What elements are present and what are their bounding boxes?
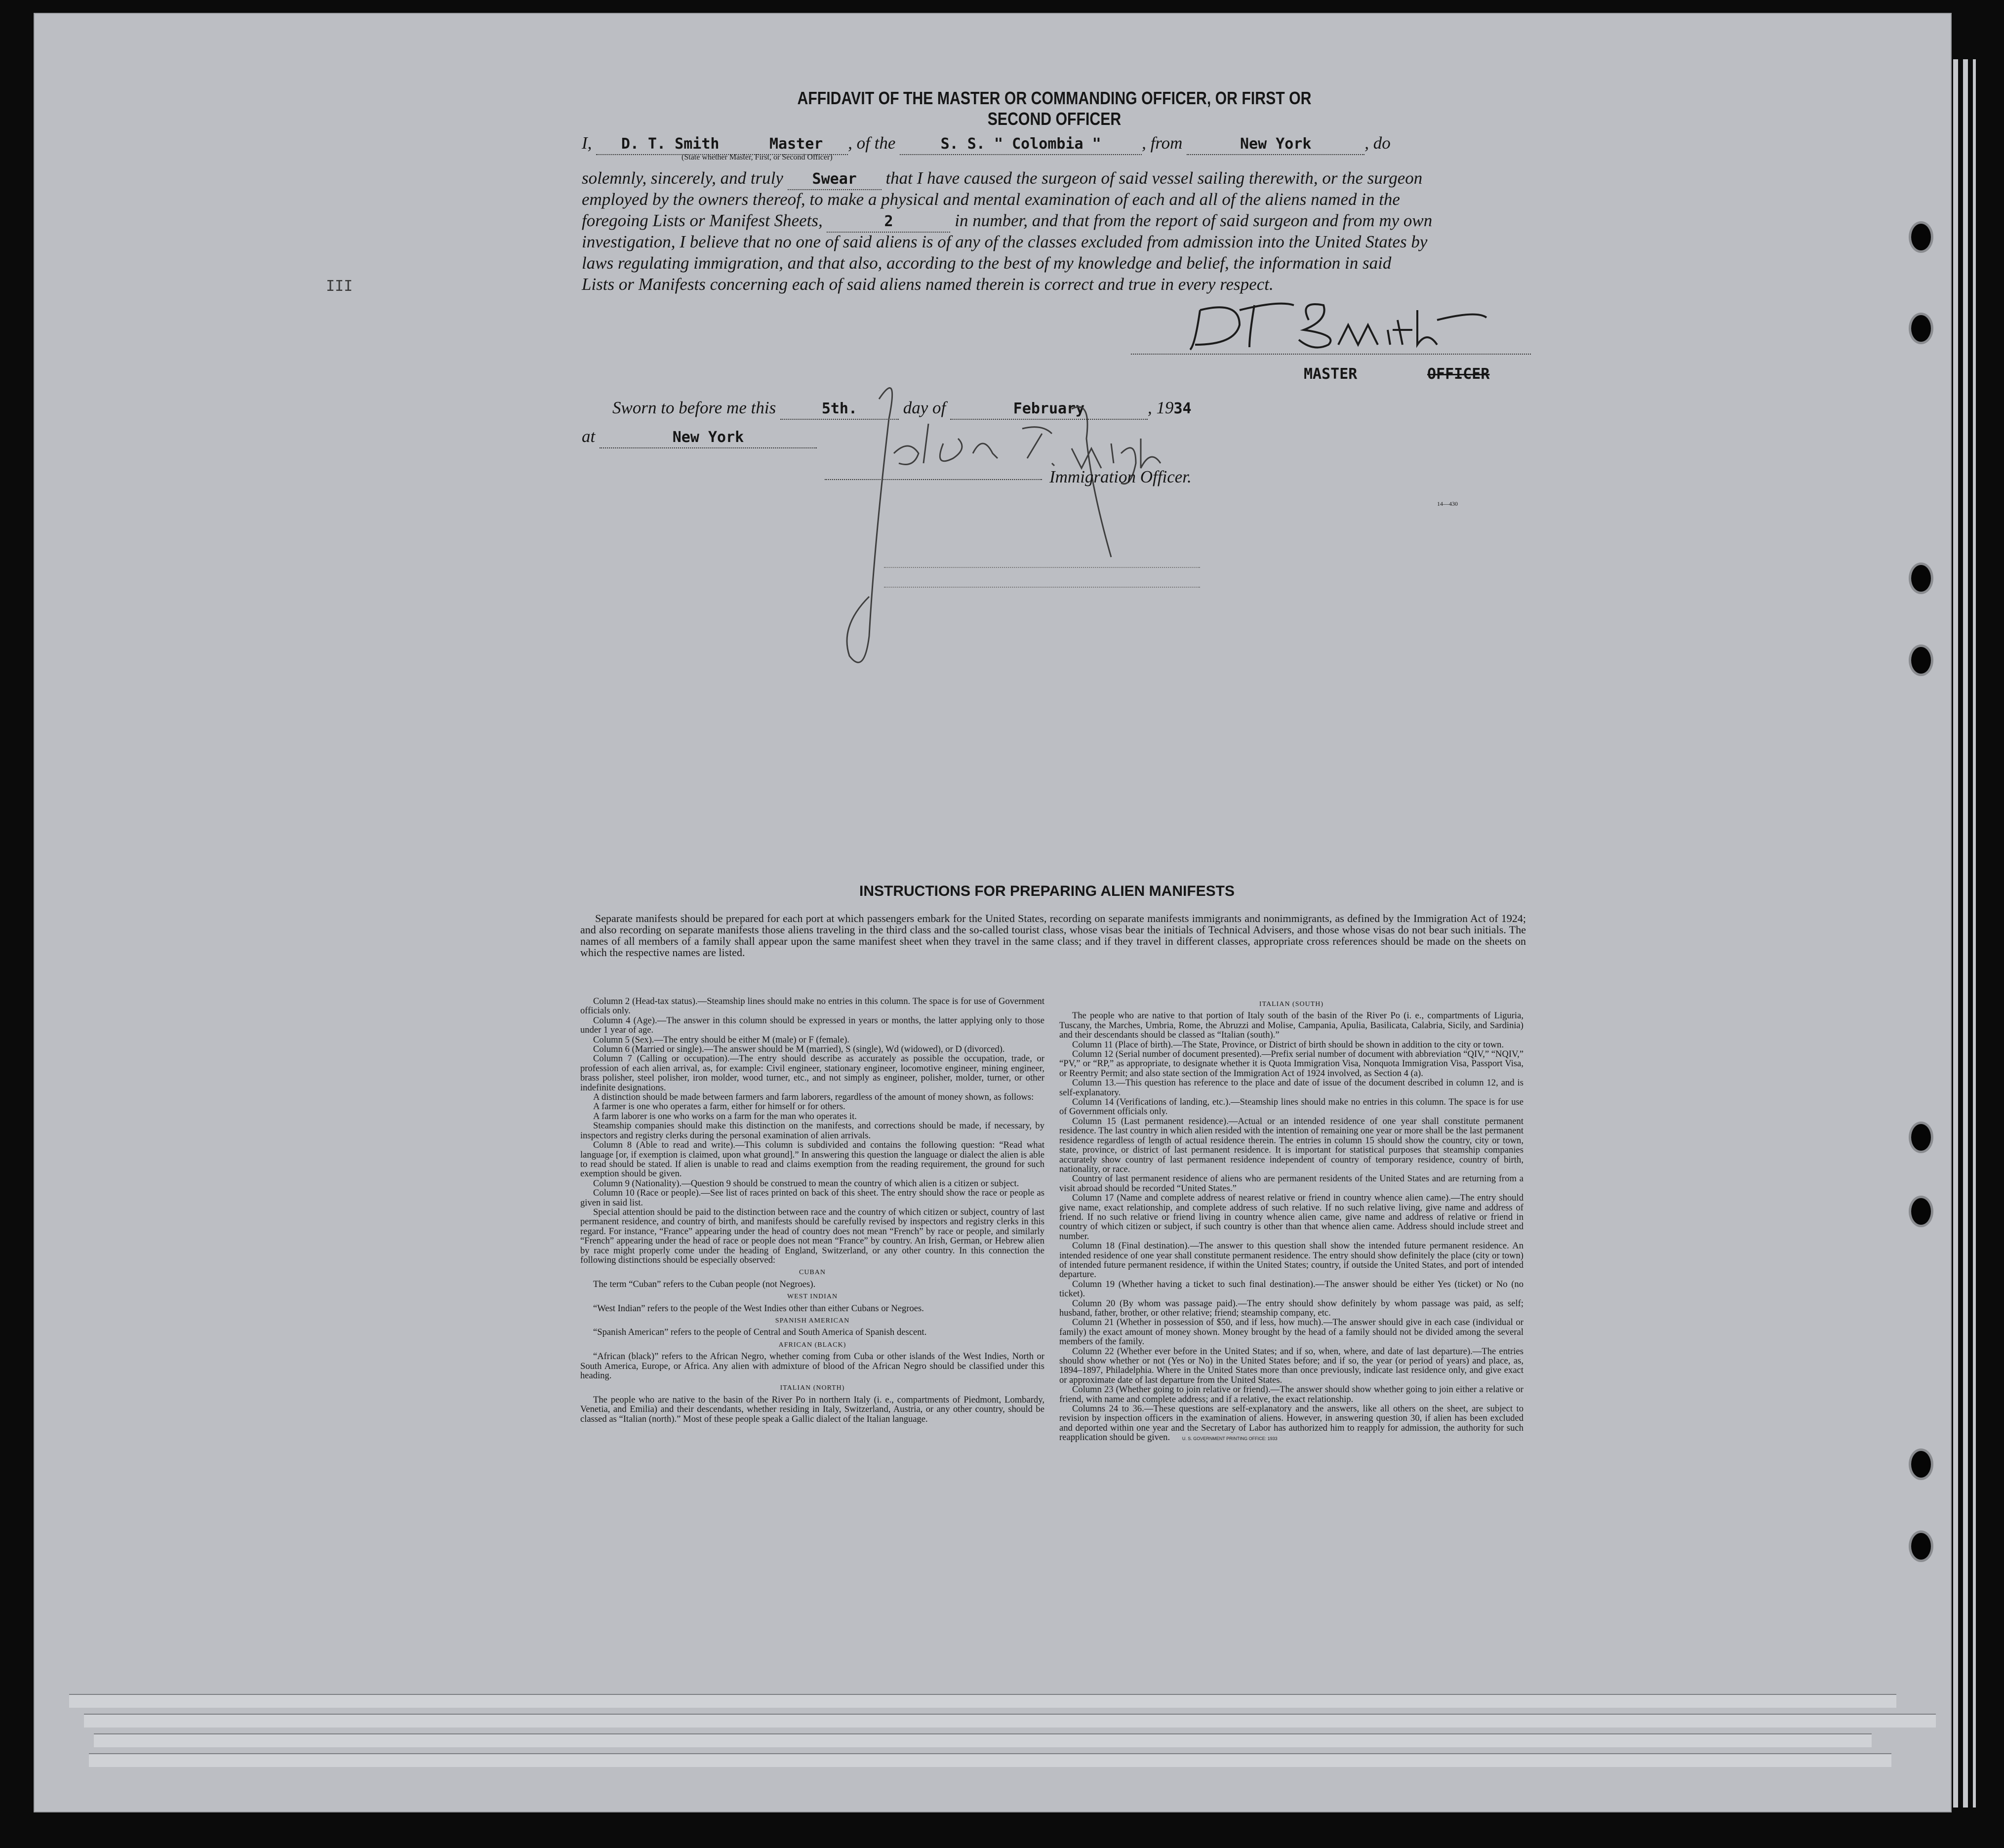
instruction-paragraph: The term “Cuban” refers to the Cuban people (not Negroes). [593,1279,816,1289]
affidavit-line-4: foregoing Lists or Manifest Sheets, 2 in number, and that from the report of said surgeon and from my own [582,211,1520,241]
instruction-paragraph: Column 12 (Serial number of document presented).—Prefix serial number of document with abbreviation “QIV,” “NQIV,” “PV,” or “RP,” as appropriate, to designate whether it is Quota Immigration Visa, Nonquota Immigration Visa, Passport Visa, or Reentry Permit; and also state section of the Immigration Act of 1924 involved, as Section 4 (a). [1059,1049,1523,1079]
section-heading-italian-north: ITALIAN (NORTH) [780,1384,845,1392]
instruction-paragraph: Column 15 (Last permanent residence).—Actual or an intended residence of one year shall constitute permanent residence. The last country in which alien resided with the intention of remaining one year or more shall be the last permanent residence regardless of length of actual residence therein. The entries in column 15 should show the country, city or town, state, province, or district of last permanent residence. It is important for statistical purposes that steamship companies accurately show country of last permanent residence independent of country of temporary residence, country of birth, nationality, or race. [1059,1116,1523,1174]
section-heading-african: AFRICAN (BLACK) [778,1341,846,1349]
instruction-paragraph: Column 18 (Final destination).—The answer to this question shall show the intended future permanent residence. An intended residence of one year shall constitute permanent residence. The entry should show definitely the place (city or town) of intended future permanent residence, if within the United States; country, if outside the United States, and port of intended departure. [1059,1241,1523,1280]
instruction-paragraph: Column 5 (Sex).—The entry should be either M (male) or F (female). [593,1034,849,1045]
instruction-paragraph: “Spanish American” refers to the people of Central and South America of Spanish descent. [593,1327,927,1338]
binder-hole [1911,1451,1931,1478]
instruction-paragraph: Column 7 (Calling or occupation).—The entry should describe as accurately as possible the occupation, trade, or profession of each alien arrival, as, for example: Civil engineer, stationary engineer, locomotive engineer, mining engineer, brass polisher, steel polisher, iron molder, wood turner, etc., and not simply as engineer, polisher, molder, turner, or other indefinite designations. [580,1053,1044,1093]
instruction-paragraph: Column 20 (By whom was passage paid).—The entry should show definitely by whom passage was paid, as self; husband, father, brother, or other relative; friend; steamship company, etc. [1059,1298,1523,1318]
affidavit-line-3: employed by the owners thereof, to make a physical and mental examination of each and all of the aliens named in the [582,190,1400,209]
document-sheet [35,14,1951,1811]
day-field: 5th. [780,399,899,420]
instruction-paragraph: The people who are native to that portion of Italy south of the basin of the River Po (i. e., compartments of Liguria, Tuscany, the Marches, Umbria, Rome, the Abruzzi and Molise, Campania, Apulia, Basilicata, Calabria, Sicily, and Sardinia) and their descendants should be classed as “Italian (south).” [1059,1010,1523,1041]
instruction-paragraph: Special attention should be paid to the distinction between race and the country of which citizen or subject, country of last permanent residence, and country of birth, and manifests should be carefully revised by inspectors and registry clerks in this regard. For instance, “France” appearing under the head of country does not mean “French” by race or people, and similarly “French” appearing under the head of race or people does not mean “France” by country. An Irish, German, or Hebrew alien by race might properly come under the heading of England, Switzerland, or any other country. In this connection the following distinctions should be especially observed: [580,1206,1044,1265]
instruction-paragraph: Columns 24 to 36.—These questions are self-explanatory and the answers, like all others on the sheet, are subject to revision by inspection officers in the examination of aliens. However, in answering question 30, if alien has been excluded and deported within one year and the Secretary of Labor has authorized him to reapply for admission, the authority for such reapplication should be given. U. S. GOVERNMENT PRINTING OFFICE: 1933 [1059,1404,1523,1443]
instruction-paragraph: Country of last permanent residence of aliens who are permanent residents of the United States and are returning from a visit abroad should be recorded “United States.” [1059,1173,1523,1194]
instructions-intro: Separate manifests should be prepared for each port at which passengers embark for the United States, recording on separate manifests immigrants and nonimmigrants, as defined by the Immigration Act of 1924; and also recording on separate manifests those aliens traveling in the third class and the so-called tourist class, whose visas bear the initials of Technical Advisers, and those whose visas do not bear such initials. The names of all members of a family shall appear upon the same manifest sheet when they travel in the same class; and if they travel in different classes, appropriate cross references should be made on the sheets on which the respective names are listed. [580,912,1526,959]
instruction-paragraph: Column 21 (Whether in possession of $50, and if less, how much).—The answer should give in each case (individual or family) the exact amount of money shown. Money brought by the head of a family should not be divided among the several members of the family. [1059,1317,1523,1347]
affidavit-line-6: laws regulating immigration, and that also, according to the best of my knowledge and belief, the information in said [582,253,1392,273]
page-edge-bottom [69,1694,1896,1708]
section-heading-cuban: CUBAN [799,1269,826,1277]
affidavit-line-1: I, D. T. Smith Master , of the S. S. " Colombia " , from New York , do [582,133,1520,163]
affidavit-line-2: solemnly, sincerely, and truly Swear that I have caused the surgeon of said vessel sailing therewith, or the surgeon [582,168,1520,198]
instruction-paragraph: Column 2 (Head-tax status).—Steamship lines should make no entries in this column. The space is for use of Government officials only. [580,996,1044,1016]
instruction-paragraph: Column 19 (Whether having a ticket to such final destination).—The answer should be either Yes (ticket) or No (no ticket). [1059,1279,1523,1299]
instruction-paragraph: A farmer is one who operates a farm, either for himself or for others. [593,1101,845,1112]
instructions-left-column [580,997,1044,1424]
form-number: 14—430 [1437,500,1458,507]
instruction-paragraph: A farm laborer is one who works on a farm for the man who operates it. [593,1111,857,1122]
section-heading-west-indian: WEST INDIAN [787,1293,838,1301]
binder-hole [1911,1124,1931,1151]
instruction-paragraph: Column 9 (Nationality).—Question 9 should be construed to mean the country of which alien is a citizen or subject. [593,1178,1019,1189]
instruction-paragraph: Column 8 (Able to read and write).—This column is subdivided and contains the following question: “Read what language [or, if exemption is claimed, upon what ground].” In answering this question the language or dialect the alien is able to read should be stated. If alien is unable to read and claims exemption from the reading requirement, the ground for such exemption should be given. [580,1140,1044,1179]
instruction-paragraph: Column 22 (Whether ever before in the United States; and if so, when, where, and date of last departure).—The entries should show whether or not (Yes or No) in the United States before; and if so, the year (or period of years) and place, as, 1894–1897, Philadelphia. Where in the United States more than once previously, indicate last residence only, and give exact or approximate date of last departure from the United States. [1059,1346,1523,1385]
officer-signature-line [825,479,1042,480]
instruction-paragraph: Column 6 (Married or single).—The answer should be M (married), S (single), Wd (widowed), or D (divorced). [593,1044,1005,1055]
place-field: New York [600,428,817,448]
immigration-officer-signature [795,340,1170,685]
margin-mark: III [326,278,353,295]
rank-note: (State whether Master, First, or Second Officer) [681,153,833,161]
instructions-right-column [1059,997,1523,1444]
oath-field: Swear [788,169,882,190]
binder-hole [1911,647,1931,674]
place-line: at New York [582,427,1520,456]
printer-note: U. S. GOVERNMENT PRINTING OFFICE: 1933 [1182,1436,1278,1442]
signer-title: MASTER [1304,365,1358,383]
section-heading-spanish-american: SPANISH AMERICAN [775,1317,850,1325]
master-signature-line [1131,354,1531,355]
vessel-field: S. S. " Colombia " [900,134,1142,155]
sheet-count-field: 2 [827,212,950,233]
instruction-paragraph: Column 23 (Whether going to join relative or friend).—The answer should show whether going to join either a relative or friend, with name and complete address; and if a relative, the exact relationship. [1059,1384,1523,1405]
affidavit-line-7: Lists or Manifests concerning each of said aliens named therein is correct and true in every respect. [582,275,1274,294]
page-edge [1953,59,1958,1808]
instruction-paragraph: Column 17 (Name and complete address of nearest relative or friend in country whence alien came).—The entry should give name, exact relationship, and complete address of such relative. If no such relative living, give name and address of friend. If no such relative or friend living in country whence alien came, give name and address of relative or friend in country of which citizen or subject, if such country is other than that whence alien came. Address should include street and number. [1059,1193,1523,1242]
master-signature [1180,290,1496,360]
immigration-officer-label: Immigration Officer. [1049,467,1192,486]
binder-hole [1911,315,1931,342]
instruction-paragraph: Column 14 (Verifications of landing, etc.).—Steamship lines should make no entries in this column. The space is for use of Government officials only. [1059,1097,1523,1117]
page-edge [1963,59,1968,1808]
instruction-paragraph: The people who are native to the basin of the River Po in northern Italy (i. e., compartments of Piedmont, Lombardy, Venetia, and Emilia) and their descendants, whether residing in Italy, Switzerland, Austria, or any other country, should be classed as “Italian (north).” Most of these people speak a Gallic dialect of the Italian language. [580,1394,1044,1424]
year-field: 34 [1173,400,1192,417]
page-edge [1973,59,1976,1808]
faint-dotted-line [884,587,1200,588]
binder-hole [1911,1198,1931,1225]
instruction-paragraph: Steamship companies should make this distinction on the manifests, and corrections should be made, if necessary, by inspectors and registry clerks during the personal examination of alien arrivals. [580,1121,1044,1141]
page-edge-bottom [89,1753,1891,1767]
page-edge-bottom [94,1733,1872,1747]
instruction-paragraph: “African (black)” refers to the African Negro, whether coming from Cuba or other islands of the West Indies, North or South America, Europe, or Africa. Any alien with admixture of blood of the African Negro should be classified under this heading. [580,1351,1044,1381]
instruction-paragraph: Column 11 (Place of birth).—The State, Province, or District of birth should be shown in addition to the city or town. [1072,1039,1504,1050]
month-field: February [950,399,1148,420]
binder-hole [1911,224,1931,250]
officer-name-field: D. T. Smith [596,134,744,155]
instruction-paragraph: Column 4 (Age).—The answer in this column should be expressed in years or months, the latter applying only to those under 1 year of age. [580,1015,1044,1036]
instruction-paragraph: Column 10 (Race or people).—See list of races printed on back of this sheet. The entry should show the race or people as given in said list. [580,1188,1044,1208]
sworn-line: Sworn to before me this 5th. day of February , 1934 [612,398,1551,428]
affidavit-line-5: investigation, I believe that no one of said aliens is of any of the classes excluded from admission into the United States by [582,232,1428,251]
struck-title: OFFICER [1427,365,1490,383]
binder-hole [1911,1533,1931,1560]
port-field: New York [1187,134,1364,155]
officer-rank-field: Master [744,134,848,155]
faint-dotted-line [884,567,1200,568]
binder-hole [1911,565,1931,592]
instructions-title: INSTRUCTIONS FOR PREPARING ALIEN MANIFESTS [859,883,1235,899]
section-heading-italian-south: ITALIAN (SOUTH) [1259,1001,1324,1008]
affidavit-title: AFFIDAVIT OF THE MASTER OR COMMANDING OFFICER, OR FIRST OR SECOND OFFICER [797,88,1312,129]
instruction-paragraph: “West Indian” refers to the people of the West Indies other than either Cubans or Negroes. [593,1303,924,1314]
instruction-paragraph: A distinction should be made between farmers and farm laborers, regardless of the amount of money shown, as follows: [593,1092,1034,1103]
instruction-paragraph: Column 13.—This question has reference to the place and date of issue of the document described in column 12, and is self-explanatory. [1059,1078,1523,1098]
page-edge-bottom [84,1714,1936,1727]
